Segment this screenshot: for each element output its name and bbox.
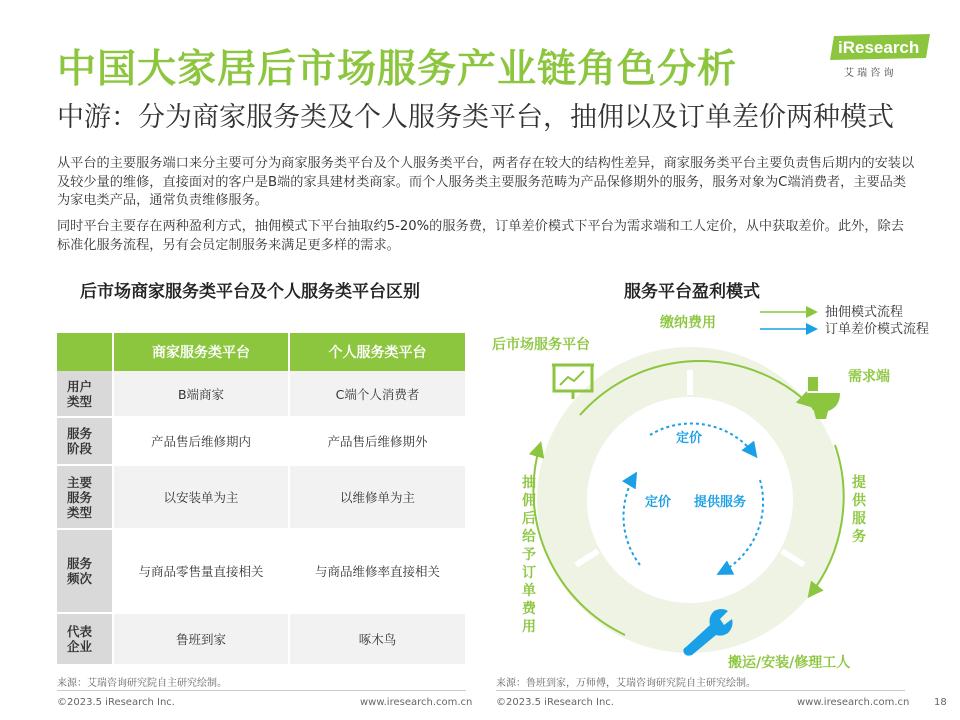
comparison-table [57, 333, 467, 666]
table-row [57, 465, 466, 529]
table-header-merchant: 商家服务类平台 [113, 333, 289, 371]
page-title: 中国大家居后市场服务产业链角色分析 [57, 47, 738, 92]
logo-subtext: 艾 瑞 咨 询 [844, 68, 894, 79]
cell-personal: 产品售后维修期外 [289, 417, 466, 465]
node-platform-label: 后市场服务平台 [492, 337, 590, 353]
intro-paragraph-2: 同时平台主要存在两种盈利方式，抽佣模式下平台抽取约5-20%的服务费，订单差价模式下平台为需求端和工人定价，从中获取差价。此外，除去标准化服务流程，另有会员定制服务来满足更多样的需求。 [57, 219, 904, 253]
label-provide-inner: 提供服务 [694, 495, 747, 510]
intro-paragraph-1: 从平台的主要服务端口来分主要可分为商家服务类平台及个人服务类平台，两者存在较大的结构性差异，商家服务类平台主要负责售后期内的安装以及较少量的维修，直接面对的客户是B端的家具建材类商家。而个人服务类主要服务范畴为产品保修期外的服务，服务对象为C端消费者，主要品类为家电类产品，通常负责维修服务。 [57, 156, 915, 208]
iresearch-logo [826, 32, 936, 82]
cell-personal: 啄木鸟 [289, 613, 466, 665]
footer-copyright-right: ©2023.5 iResearch Inc. [496, 697, 614, 708]
footer-url-left[interactable]: www.iresearch.com.cn [360, 697, 473, 708]
row-label: 服务 频次 [57, 529, 113, 613]
footer-divider-right [496, 690, 905, 691]
label-commission-pay: 抽佣后给予订单费用 [522, 475, 536, 635]
table-header-corner [57, 333, 113, 371]
footer-url-right[interactable]: www.iresearch.com.cn [797, 697, 910, 708]
cell-personal: C端个人消费者 [289, 371, 466, 417]
footer-copyright-left: ©2023.5 iResearch Inc. [57, 697, 175, 708]
cell-merchant: 与商品零售量直接相关 [113, 529, 289, 613]
table-row [57, 529, 466, 613]
legend-commission-label: 抽佣模式流程 [825, 305, 904, 320]
cell-personal: 与商品维修率直接相关 [289, 529, 466, 613]
label-provide-service: 提供服务 [852, 475, 866, 545]
row-label: 用户 类型 [57, 371, 113, 417]
profit-model-diagram [470, 295, 950, 675]
page-number: 18 [934, 697, 947, 708]
node-workers-label: 搬运/安装/修理工人 [728, 655, 851, 671]
table-header-row [57, 333, 466, 371]
table-row [57, 371, 466, 417]
row-label: 服务 阶段 [57, 417, 113, 465]
legend-margin-label: 订单差价模式流程 [825, 322, 930, 337]
diagram-source: 来源：鲁班到家，万师傅，艾瑞咨询研究院自主研究绘制。 [496, 678, 756, 689]
cell-personal: 以维修单为主 [289, 465, 466, 529]
label-pay-fee: 缴纳费用 [660, 315, 716, 331]
diagram-section-title: 服务平台盈利模式 [624, 282, 760, 302]
cell-merchant: 以安装单为主 [113, 465, 289, 529]
inner-disc [590, 400, 790, 600]
label-price-top: 定价 [676, 431, 703, 446]
page-subtitle: 中游：分为商家服务类及个人服务类平台，抽佣以及订单差价两种模式 [57, 102, 894, 133]
footer-divider-left [57, 690, 466, 691]
cell-merchant: B端商家 [113, 371, 289, 417]
table-header-personal: 个人服务类平台 [289, 333, 466, 371]
table-source: 来源：艾瑞咨询研究院自主研究绘制。 [57, 678, 227, 689]
cell-merchant: 鲁班到家 [113, 613, 289, 665]
logo-text: iResearch [838, 38, 920, 57]
row-label: 主要 服务 类型 [57, 465, 113, 529]
node-demand-label: 需求端 [848, 369, 890, 385]
cell-merchant: 产品售后维修期内 [113, 417, 289, 465]
label-price-left: 定价 [645, 495, 672, 510]
table-row [57, 417, 466, 465]
table-section-title: 后市场商家服务类平台及个人服务类平台区别 [80, 282, 420, 302]
row-label: 代表 企业 [57, 613, 113, 665]
table-row [57, 613, 466, 665]
